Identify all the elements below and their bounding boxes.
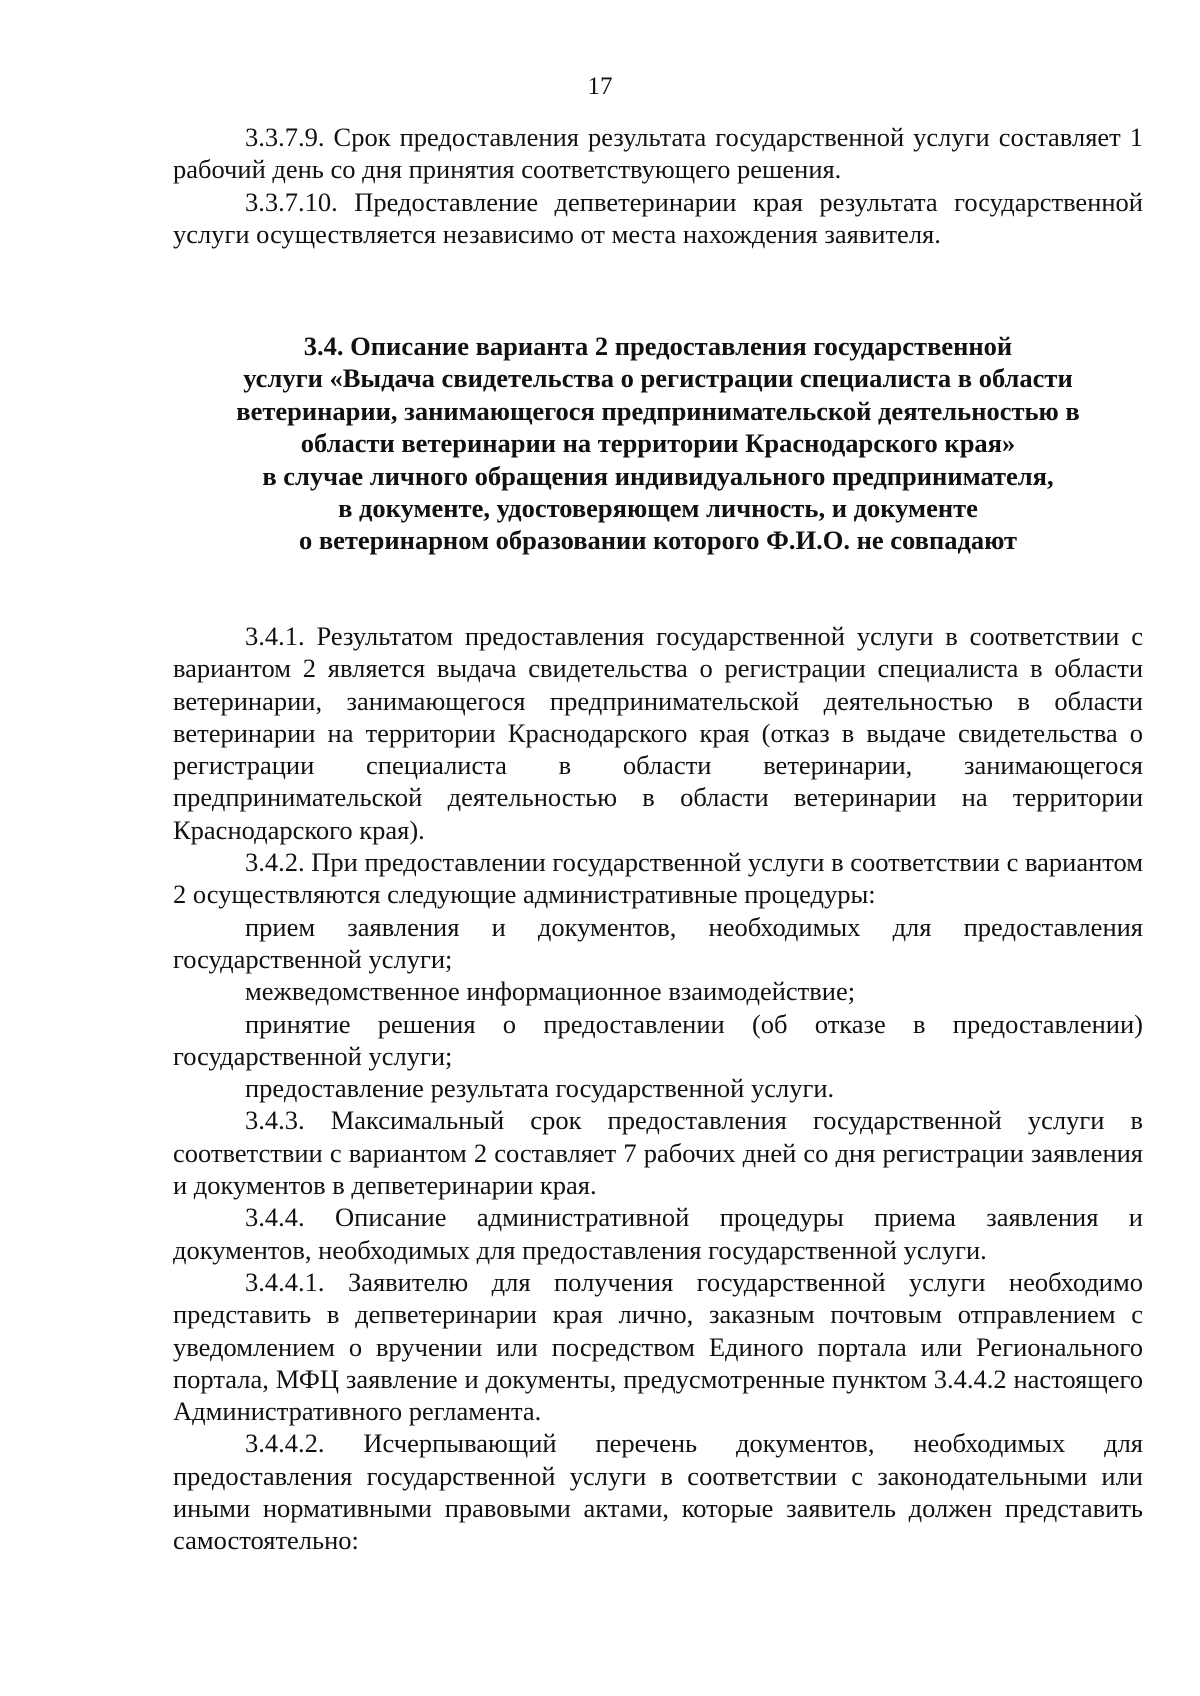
paragraph-3-4-2: 3.4.2. При предоставлении государственной услуги в соответствии с вариантом 2 осуществляются следующие административные процедуры:	[173, 847, 1144, 910]
paragraph-3-3-7-10: 3.3.7.10. Предоставление депветеринарии края результата государственной услуги осуществляется независимо от места нахождения заявителя.	[173, 186, 1143, 249]
heading-line: о ветеринарном образовании которого Ф.И.О. не совпадают	[298, 525, 1018, 556]
heading-line: услуги «Выдача свидетельства о регистрации специалиста в области	[243, 363, 1073, 394]
heading-line: в документе, удостоверяющем личность, и документе	[338, 493, 978, 524]
heading-line: в случае личного обращения индивидуального предпринимателя,	[262, 460, 1054, 491]
paragraph-3-4-4: 3.4.4. Описание административной процедуры приема заявления и документов, необходимых для предоставления государственной услуги.	[173, 1202, 1143, 1265]
procedure-item: прием заявления и документов, необходимых для предоставления государственной услуги;	[173, 911, 1143, 974]
section-heading	[173, 330, 1143, 557]
procedure-item: принятие решения о предоставлении (об отказе в предоставлении) государственной услуги;	[173, 1008, 1143, 1071]
heading-line: ветеринарии, занимающегося предпринимательской деятельностью в	[236, 395, 1080, 426]
paragraph-3-4-3: 3.4.3. Максимальный срок предоставления государственной услуги в соответствии с вариантом 2 составляет 7 рабочих дней со дня регистрации заявления и документов в депветеринарии края.	[173, 1105, 1143, 1201]
paragraph-3-4-1: 3.4.1. Результатом предоставления государственной услуги в соответствии с вариантом 2 является выдача свидетельства о регистрации специалиста в области ветеринарии, занимающегося предпринимательской деятельностью в области ветеринарии на территории Краснодарского края (отказ в выдаче свидетельства о регистрации специалиста в области ветеринарии, занимающегося предпринимательской деятельностью в области ветеринарии на территории Краснодарского края).	[173, 621, 1143, 845]
page-number: 17	[587, 73, 613, 100]
procedure-item: межведомственное информационное взаимодействие;	[245, 976, 856, 1007]
heading-line: области ветеринарии на территории Краснодарского края»	[300, 428, 1016, 459]
top-paragraphs	[173, 121, 1143, 250]
paragraph-3-3-7-9: 3.3.7.9. Срок предоставления результата государственной услуги составляет 1 рабочий день со дня принятия соответствующего решения.	[173, 122, 1143, 185]
procedure-item: предоставление результата государственной услуги.	[245, 1073, 835, 1104]
heading-line: 3.4. Описание варианта 2 предоставления государственной	[303, 331, 1013, 361]
paragraph-3-4-4-1: 3.4.4.1. Заявителю для получения государственной услуги необходимо представить в депветеринарии края лично, заказным почтовым отправлением с уведомлением о вручении или посредством Единого портала или Регионального портала, МФЦ заявление и документы, предусмотренные пунктом 3.4.4.2 настоящего Административного регламента.	[173, 1266, 1143, 1427]
body-paragraphs	[173, 620, 1143, 1557]
paragraph-3-4-4-2: 3.4.4.2. Исчерпывающий перечень документов, необходимых для предоставления государственной услуги в соответствии с законодательными или иными нормативными правовыми актами, которые заявитель должен представить самостоятельно:	[173, 1428, 1143, 1556]
